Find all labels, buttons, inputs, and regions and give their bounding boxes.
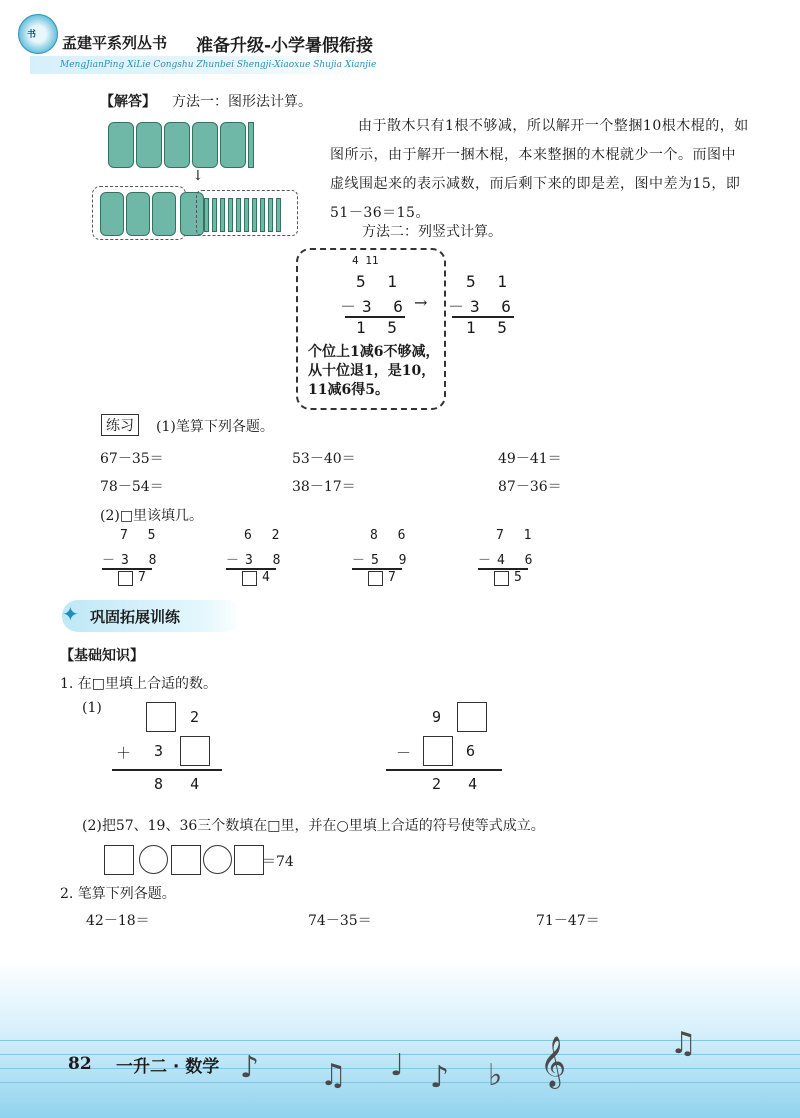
music-note-icon: ♫ — [320, 1058, 347, 1093]
question-1-1-label: (1) — [82, 700, 102, 716]
right-minuend: 5 1 — [466, 272, 513, 291]
page-number: 82 — [68, 1054, 92, 1074]
borrow-note: 个位上1减6不够减，从十位退1，是10，11减6得5。 — [308, 344, 440, 398]
answer-box[interactable] — [234, 845, 264, 875]
practice-q1-item: 49－41＝ — [498, 451, 562, 467]
treble-clef-icon: 𝄞 — [540, 1036, 567, 1087]
fill-problem-top: 7 5 — [120, 528, 162, 543]
practice-q1-title: (1)笔算下列各题。 — [156, 419, 274, 435]
question-2-item: 42－18＝ — [86, 913, 150, 929]
music-note-icon: ♪ — [430, 1060, 450, 1095]
fill-problem-bottom: －3 8 — [226, 553, 287, 568]
method1-text: 方法一：图形法计算。 — [172, 94, 312, 110]
add-top-digit: 2 — [190, 708, 200, 726]
music-note-icon: ♪ — [240, 1050, 260, 1085]
practice-q1-item: 67－35＝ — [100, 451, 164, 467]
book-title: 准备升级-小学暑假衔接 — [196, 36, 374, 56]
fill-problem-bottom: －5 9 — [352, 553, 413, 568]
fill-problem-top: 7 1 — [496, 528, 538, 543]
grade-subject-label: 一升二 · 数学 — [116, 1057, 220, 1077]
question-2-item: 71－47＝ — [536, 913, 600, 929]
down-arrow-icon: ↓ — [192, 168, 204, 184]
question-2-item: 74－35＝ — [308, 913, 372, 929]
practice-q1-item: 87－36＝ — [498, 479, 562, 495]
fill-problem-result: 7 — [388, 570, 396, 585]
answer-box[interactable] — [104, 845, 134, 875]
borrow-marks: 4 11 — [352, 254, 379, 267]
practice-q1-item: 38－17＝ — [292, 479, 356, 495]
fill-problem-bottom: －4 6 — [478, 553, 539, 568]
left-difference: 1 5 — [356, 318, 403, 337]
practice-tag: 练习 — [101, 414, 139, 436]
question-1-2: (2)把57、19、36三个数填在□里，并在○里填上合适的符号使等式成立。 — [82, 818, 545, 834]
explanation-paragraph: 由于散木只有1根不够减，所以解开一个整捆10根木棍的，如图所示，由于解开一捆木棍，本来整捆的木棍就少一个。而图中虚线围起来的表示减数，而后剩下来的即是差，图中差为15，即51－36＝15。 — [330, 118, 749, 221]
add-line — [112, 769, 222, 771]
sub-top-digit: 9 — [432, 708, 442, 726]
add-result: 8 4 — [154, 775, 200, 793]
answer-box[interactable] — [180, 736, 210, 766]
fill-problem-bottom: －3 8 — [102, 553, 163, 568]
question-1: 1. 在□里填上合适的数。 — [60, 676, 218, 692]
header-pinyin: MengJianPing XiLie Congshu Zhunbei Shengji-Xiaoxue Shujia Xianjie — [60, 60, 377, 70]
stick-bundle-illustration — [100, 114, 310, 244]
left-minuend: 5 1 — [356, 272, 403, 291]
series-name: 孟建平系列丛书 — [62, 34, 168, 52]
star-icon: ✦ — [62, 602, 79, 626]
operator-circle[interactable] — [203, 845, 232, 874]
add-bottom-digit: 3 — [154, 742, 164, 760]
left-subtrahend: －3 6 — [340, 297, 409, 316]
music-note-icon: ♫ — [670, 1026, 697, 1061]
sub-line — [386, 769, 502, 771]
sub-operator: － — [396, 744, 412, 762]
equation-result: ＝74 — [262, 854, 294, 870]
answer-box[interactable] — [423, 736, 453, 766]
answer-box[interactable] — [494, 571, 509, 586]
method2-text: 方法二：列竖式计算。 — [362, 224, 502, 240]
answer-box[interactable] — [146, 702, 176, 732]
sub-result: 2 4 — [432, 775, 478, 793]
right-difference: 1 5 — [466, 318, 513, 337]
practice-q1-item: 78－54＝ — [100, 479, 164, 495]
answer-box[interactable] — [118, 571, 133, 586]
answer-tag: 【解答】 — [100, 94, 156, 110]
practice-q2-title: (2)□里该填几。 — [100, 508, 204, 524]
fill-problem-top: 8 6 — [370, 528, 412, 543]
flat-icon: ♭ — [488, 1058, 503, 1093]
question-2: 2. 笔算下列各题。 — [60, 886, 176, 902]
fill-problem-top: 6 2 — [244, 528, 286, 543]
fill-problem-result: 4 — [262, 570, 270, 585]
add-operator: ＋ — [116, 744, 132, 762]
fill-problem-result: 5 — [514, 570, 522, 585]
answer-box[interactable] — [368, 571, 383, 586]
section-banner-title: 巩固拓展训练 — [90, 608, 181, 626]
sub-bottom-digit: 6 — [466, 742, 476, 760]
answer-box[interactable] — [242, 571, 257, 586]
practice-q1-item: 53－40＝ — [292, 451, 356, 467]
right-arrow-icon: → — [414, 293, 428, 312]
right-subtrahend: －3 6 — [448, 297, 517, 316]
publisher-logo: 书 — [18, 14, 58, 54]
answer-box[interactable] — [171, 845, 201, 875]
basic-knowledge-heading: 【基础知识】 — [60, 648, 144, 664]
answer-box[interactable] — [457, 702, 487, 732]
music-note-icon: ♩ — [390, 1048, 405, 1083]
fill-problem-result: 7 — [138, 570, 146, 585]
operator-circle[interactable] — [139, 845, 168, 874]
